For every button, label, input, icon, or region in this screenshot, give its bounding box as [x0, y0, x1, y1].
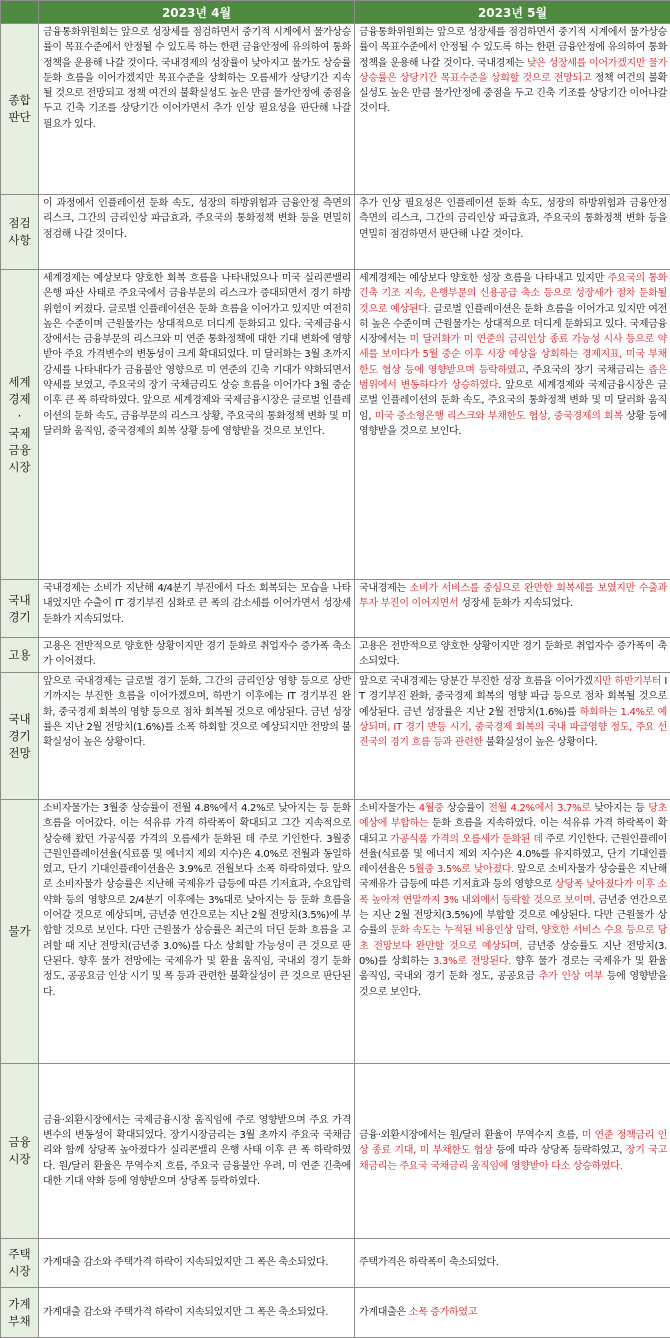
table-row	[1, 195, 670, 270]
header-row	[1, 1, 670, 24]
row-label: 주택 시장	[1, 1239, 39, 1288]
body-text: 성장세 둔화가 지속되었다.	[458, 598, 572, 609]
table-row	[1, 580, 670, 638]
table-row	[1, 638, 670, 673]
body-text: , 주요국의 장기 국채금리는	[526, 365, 649, 376]
april-cell	[39, 800, 355, 1064]
april-cell	[39, 24, 355, 195]
table-row	[1, 270, 670, 580]
may-cell	[355, 270, 670, 580]
corner-cell	[1, 1, 39, 24]
body-text: 금융통화위원회는 앞으로 성장세를 점검하면서 중기적 시계에서 물가상승률이 목표수준에서 안정될 수 있도록 하는 한편 금융안정에 유의하여 통화정책을 운용해 나갈 것이다. 국내경제의 성장률이 낮아지고 물가도 상승률 둔화 흐름을 이어가겠지만 목표수준을 상회하는 오름세가 상당기간 지속될 것으로 전망되고 정책 여건의 불확실성도 높은 만큼 물가안정에 중점을 두고 긴축 기조를 상당기간 이어가면서 추가 인상 필요성을 판단해 나갈 필요가 있다.	[43, 27, 351, 130]
body-text: 주택가격은 하락폭이 축소되었다.	[359, 1257, 499, 1268]
changed-text: 5월중 3.5%로 낮아졌다.	[409, 864, 514, 875]
changed-text: 낮은 성장세를 이어가겠지만 물가상승률은 상당기간 목표수준을 상회할 것으로 전망되고	[359, 58, 667, 84]
changed-text: 주요국의 통화긴축 기조 지속, 은행부문의 신용공급 축소 등으로 성장세가 점차 둔화될 것으로 예상된다.	[359, 273, 667, 315]
changed-text: 하회하는 1.4%로 예상되며, IT 경기 반등 시기, 중국경제 회복의 국내 파급영향 정도, 주요 선진국의 경기 흐름 등과 관련한	[359, 707, 667, 749]
april-cell	[39, 638, 355, 673]
may-cell	[355, 1288, 670, 1338]
table-row	[1, 800, 670, 1064]
may-cell	[355, 638, 670, 673]
may-cell	[355, 800, 670, 1064]
body-text: 소비자물가는	[359, 803, 419, 814]
april-cell	[39, 1064, 355, 1239]
body-text: 앞으로 국내경제는 당분간 부진한 성장 흐름을 이어가겠	[359, 676, 593, 687]
row-label: 점검 사항	[1, 195, 39, 270]
changed-text: 가공식품 가격의 오름세가 둔화된 데	[390, 834, 543, 845]
body-text: 주로 기인한다. 근원인플레이션율(식료품 및 에너지 제외 지수)은 4.0%를 유지하였고, 단기 기대인플레이션율은	[359, 834, 667, 876]
table-row	[1, 1239, 670, 1288]
body-text: 국내경제는	[359, 583, 410, 594]
body-text: IT 경기부진 완화, 중국경제 회복의 영향 파급 등으로 점차 회복될 것으로 예상된다. 금년 성장률은 지난 2월 전망치(1.6%)를	[359, 676, 667, 718]
april-cell	[39, 195, 355, 270]
body-text: 국내경제는 소비가 지난해 4/4분기 부진에서 다소 회복되는 모습을 나타내었지만 수출이 IT 경기부진 심화로 큰 폭의 감소세를 이어가면서 성장세 둔화가 지속되었다.	[43, 583, 351, 625]
body-text: 고용은 전반적으로 양호한 상황이지만 경기 둔화로 취업자수 증가폭이 축소되었다.	[359, 641, 667, 667]
changed-text: 장기 국고채금리는 주요국 국채금리 움직임에 영향받아 다소 상승하였다.	[359, 1145, 667, 1171]
changed-text: 상당폭 낮아졌다가 이후 소폭 높아져 연말까지 3% 내외에서 등락할 것으로 보이며,	[359, 879, 667, 905]
row-label: 금융 시장	[1, 1064, 39, 1239]
body-text: 낮아지는 등	[591, 803, 649, 814]
april-cell	[39, 673, 355, 800]
may-cell	[355, 1064, 670, 1239]
april-cell	[39, 580, 355, 638]
body-text: 이 과정에서 인플레이션 둔화 속도, 성장의 하방위험과 금융안정 측면의 리스크, 그간의 금리인상 파급효과, 주요국의 통화정책 변화 등을 면밀히 점검해 나갈 것이다.	[43, 198, 351, 240]
table-row	[1, 1064, 670, 1239]
changed-text: 좁은 범위에서 변동하다가 상승하였다	[359, 365, 667, 391]
body-text: 상황 등에 영향받을 것으로 보인다.	[359, 411, 667, 437]
may-cell	[355, 673, 670, 800]
changed-text: 소폭 증가하였고	[409, 1307, 477, 1318]
changed-text: 미국 중소형은행 리스크와 부채한도 협상, 중국경제의 회복	[375, 411, 623, 422]
changed-text: 지만 하반기부터	[593, 676, 662, 687]
body-text: 가계대출 감소와 주택가격 하락이 지속되었지만 그 폭은 축소되었다.	[43, 1257, 328, 1268]
may-cell	[355, 195, 670, 270]
body-text: 금융·외환시장에서는 원/달러 환율이 무역수지 흐름,	[359, 1130, 582, 1141]
body-text: 글로벌 인플레이션은 둔화 흐름을 이어가고 있지만 여전히 높은 수준이며 근원물가는 상대적으로 더디게 둔화되고 있다. 국제금융시장에서는	[359, 304, 667, 346]
body-text: 앞으로 소비자물가 상승률은 지난해 국제유가 급등에 따른 기저효과 등의 영향으로	[359, 864, 667, 890]
row-label: 가계 부채	[1, 1288, 39, 1338]
body-text: 향후 물가 경로는 국제유가 및 환율 움직임, 국내외 경기 둔화 정도, 공공요금	[359, 956, 667, 982]
body-text: 정책 여건의 불확실성도 높은 만큼 물가안정에 중점을 두고 긴축 기조를 상당기간 이어나갈 것이다.	[359, 73, 667, 115]
may-cell	[355, 1239, 670, 1288]
table-row	[1, 1288, 670, 1338]
body-text: 등에 영향받을 것으로 보인다.	[359, 971, 667, 997]
body-text: 가계대출은	[359, 1307, 409, 1318]
header-april: 2023년 4월	[39, 1, 355, 24]
body-text: 앞으로 국내경제는 글로벌 경기 둔화, 그간의 금리인상 영향 등으로 상반기까지는 부진한 흐름을 이어가겠으며, 하반기 이후에는 IT 경기부진 완화, 중국경제 회복의 영향 등으로 점차 회복될 것으로 예상된다. 금년 성장률은 지난 2월 전망치(1.6%)를 소폭 하회할 것으로 예상되지만 전망의 불확실성이 높은 상황이다.	[43, 676, 351, 748]
body-text: 금융·외환시장에서는 국제금융시장 움직임에 주로 영향받으며 주요 가격변수의 변동성이 확대되었다. 장기시장금리는 3월 초까지 주요국 국채금리와 함께 상당폭 높아졌다가 실리콘밸리 은행 사태 이후 큰 폭 하락하였다. 원/달러 환율은 무역수지 흐름, 주요국 금융불안 우려, 미 연준 긴축에 대한 기대 약화 등에 영향받으며 상당폭 등락하였다.	[43, 1115, 351, 1187]
row-label: 고용	[1, 638, 39, 673]
april-cell	[39, 1288, 355, 1338]
row-label: 물가	[1, 800, 39, 1064]
table-row	[1, 24, 670, 195]
changed-text: 둔화 속도는 누적된 비용인상 압력, 양호한 서비스 수요 등으로 당초 전망보다 완만할 것으로 예상되며,	[359, 925, 667, 951]
body-text: 소비자물가는 3월중 상승률이 전월 4.8%에서 4.2%로 낮아지는 등 둔화 흐름을 이어갔다. 이는 석유류 가격 하락폭이 확대되고 그간 지속적으로 상승해 왔던 가공식품 가격의 오름세가 둔화된 데 주로 기인한다. 3월중 근원인플레이션율(식료품 및 에너지 제외 지수)은 4.0%로 전월과 동일하였고, 단기 기대인플레이션율은 3.9%로 전월보다 소폭 하락하였다. 앞으로 소비자물가 상승률은 지난해 국제유가 급등에 따른 기저효과, 수요압력 약화 등의 영향으로 2/4분기 이후에는 3%대로 낮아지는 등 둔화 흐름을 이어갈 것으로 예상되며, 금년중 연간으로는 지난 2월 전망치(3.5%)에 부합할 것으로 보인다. 다만 근원물가 상승률은 최근의 더딘 둔화 흐름을 고려할 때 지난 전망치(금년중 3.0%)를 다소 상회할 가능성이 큰 것으로 판단된다. 향후 물가 전망에는 국제유가 및 환율 움직임, 국내외 경기 둔화 정도, 공공요금 인상 시기 및 폭 등과 관련한 불확실성이 큰 것으로 판단된다.	[43, 803, 351, 998]
april-cell	[39, 1239, 355, 1288]
header-may: 2023년 5월	[355, 1, 670, 24]
changed-text: 미 연준 정책금리 인상 종료 기대, 미 부채한도 협상	[359, 1130, 667, 1156]
body-text: 고용은 전반적으로 양호한 상황이지만 경기 둔화로 취업자수 증가폭 축소가 이어졌다.	[43, 641, 351, 667]
body-text: 금융통화위원회는 앞으로 성장세를 점검하면서 중기적 시계에서 물가상승률이 목표수준에서 안정될 수 있도록 하는 한편 금융안정에 유의하여 통화정책을 운용해 나갈 것이다. 국내경제는	[359, 27, 667, 69]
may-cell	[355, 580, 670, 638]
changed-text: 소비가 서비스를 중심으로 완만한 회복세를 보였지만 수출과 투자 부진이 이어지면서	[359, 583, 667, 609]
body-text: . 앞으로 세계경제와 국제금융시장은 글로벌 인플레이션의 둔화 속도, 주요국의 통화정책 변화 및 미 달러화 움직임,	[359, 380, 667, 422]
body-text: 세계경제는 예상보다 양호한 회복 흐름을 나타내었으나 미국 실리콘밸리 은행 파산 사태로 주요국에서 금융부문의 리스크가 증대되면서 경기 하방 위험이 커졌다. 글로벌 인플레이션은 둔화 흐름을 이어가고 있지만 여전히 높은 수준이며 근원물가는 상대적으로 더디게 둔화되고 있다. 국제금융시장에서는 금융부문의 리스크와 미 연준 통화정책에 대한 기대 변화에 영향받아 주요 가격변수의 변동성이 크게 확대되었다. 미 달러화는 3월 초까지 강세를 나타내다가 금융불안 영향으로 미 연준의 긴축 기대가 약화되면서 약세를 보였고, 주요국의 장기 국채금리도 상승 흐름을 이어가다 3월 중순 이후 큰 폭 하락하였다. 앞으로 세계경제와 국제금융시장은 글로벌 인플레이션의 둔화 속도, 금융부문의 리스크 상황, 주요국의 통화정책 변화 및 미 달러화 움직임, 중국경제의 회복 상황 등에 영향받을 것으로 보인다.	[43, 273, 351, 437]
body-text: 둔화 흐름을 지속하였다. 이는 석유류 가격 하락폭이 확대되고	[359, 818, 667, 844]
changed-text: 당초 예상에 부합하는	[359, 803, 667, 829]
body-text: 등에 따라 상당폭 등락하였고,	[492, 1145, 625, 1156]
changed-text: 전월 4.2%에서 3.7%로	[488, 803, 590, 814]
row-label: 세계 경제 · 국제 금융 시장	[1, 270, 39, 580]
body-text: 추가 인상 필요성은 인플레이션 둔화 속도, 성장의 하방위험과 금융안정 측면의 리스크, 그간의 금리인상 파급효과, 주요국의 통화정책 변화 등을 면밀히 점검하면서 판단해 나갈 것이다.	[359, 198, 667, 240]
april-cell	[39, 270, 355, 580]
may-cell	[355, 24, 670, 195]
body-text: 가계대출 감소와 주택가격 하락이 지속되었지만 그 폭은 축소되었다.	[43, 1307, 328, 1318]
body-text: 세계경제는 예상보다 양호한 성장 흐름을 나타내고 있지만	[359, 273, 607, 284]
body-text: 불확실성이 높은 상황이다.	[483, 737, 597, 748]
body-text: 금년중 상승률도 지난 전망치(3.0%)를 상회하는	[359, 941, 667, 967]
body-text: 상승률이	[444, 803, 489, 814]
changed-text: 미 달러화가 미 연준의 금리인상 종료 가능성 시사 등으로 약세를 보이다가 5월 중순 이후 시장 예상을 상회하는 경제지표, 미국 부채한도 협상 등에 영향받으며 등락하였고	[359, 334, 667, 376]
changed-text: 3.3%로 전망된다.	[433, 956, 511, 967]
row-label: 종합 판단	[1, 24, 39, 195]
table-row	[1, 673, 670, 800]
body-text: 금년중 연간으로는 지난 2월 전망치(3.5%)에 부합할 것으로 예상된다. 다만 근원물가 상승률의	[359, 895, 667, 937]
row-label: 국내 경기	[1, 580, 39, 638]
row-label: 국내 경기 전망	[1, 673, 39, 800]
changed-text: 4월중	[419, 803, 444, 814]
changed-text: 추가 인상 여부	[539, 971, 603, 982]
